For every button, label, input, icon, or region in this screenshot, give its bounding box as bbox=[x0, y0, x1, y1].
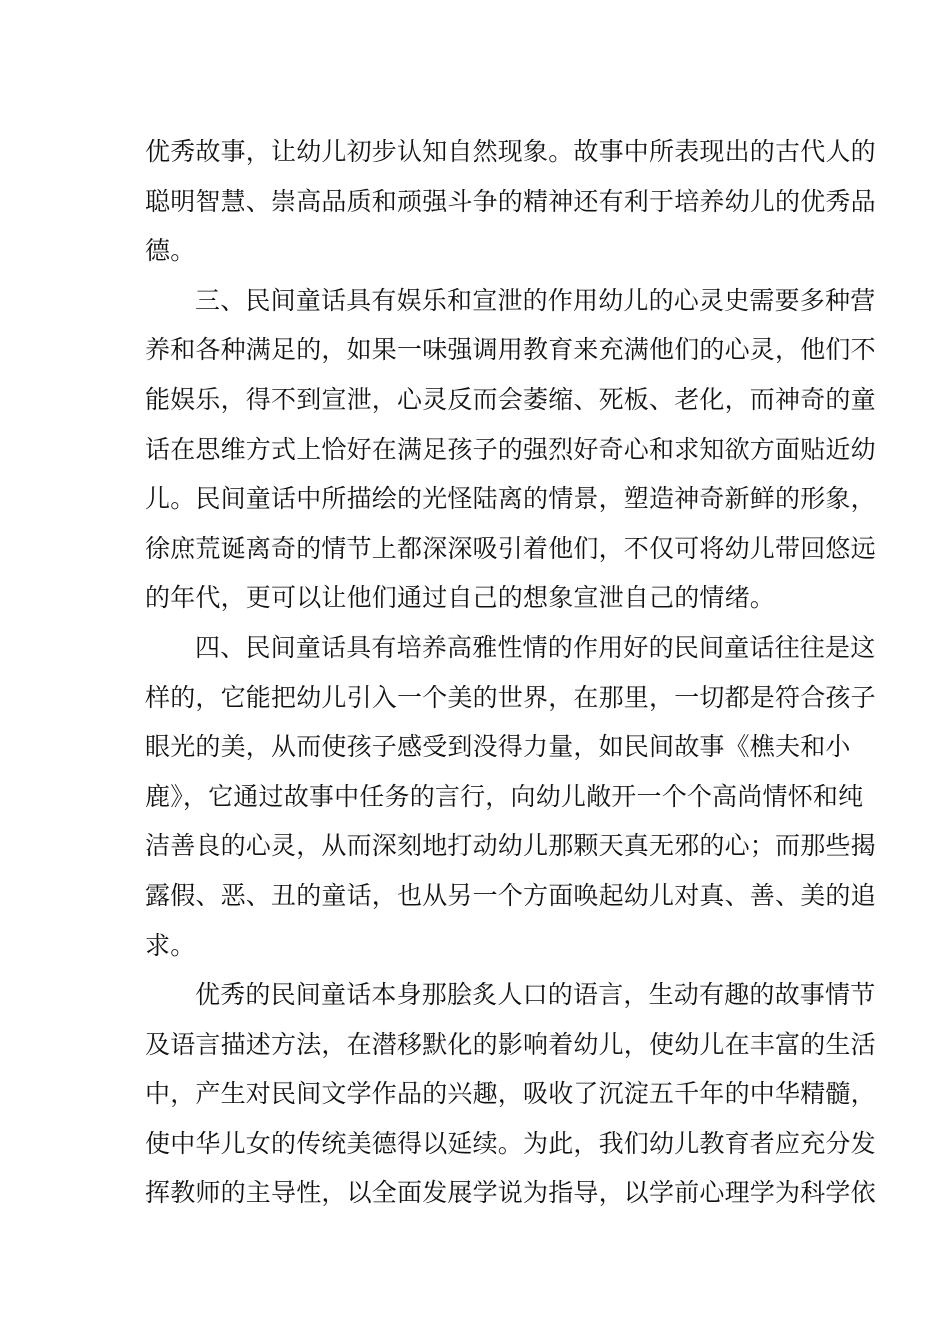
text-line: 样的，它能把幼儿引入一个美的世界，在那里，一切都是符合孩子 bbox=[145, 682, 876, 712]
paragraph-3 bbox=[145, 623, 876, 970]
text-line: 鹿》，它通过故事中任务的言行，向幼儿敞开一个个高尚情怀和纯 bbox=[145, 781, 864, 811]
text-line: 聪明智慧、崇高品质和顽强斗争的精神还有利于培养幼儿的优秀品 bbox=[145, 186, 876, 216]
text-line: 能娱乐，得不到宣泄，心灵反而会萎缩、死板、老化，而神奇的童 bbox=[145, 384, 876, 414]
document-body bbox=[145, 127, 876, 1218]
text-line: 及语言描述方法，在潜移默化的影响着幼儿，使幼儿在丰富的生活 bbox=[145, 1029, 876, 1059]
paragraph-1 bbox=[145, 127, 876, 276]
text-line: 四、民间童话具有培养高雅性情的作用好的民间童话往往是这 bbox=[195, 632, 876, 662]
paragraph-4 bbox=[145, 970, 876, 1218]
text-line: 眼光的美，从而使孩子感受到没得力量，如民间故事《樵夫和小 bbox=[145, 732, 851, 762]
text-line: 中，产生对民间文学作品的兴趣，吸收了沉淀五千年的中华精髓， bbox=[145, 1079, 876, 1109]
text-line: 德。 bbox=[145, 236, 196, 266]
text-line: 求。 bbox=[145, 930, 196, 960]
text-line: 的年代，更可以让他们通过自己的想象宣泄自己的情绪。 bbox=[145, 583, 776, 613]
text-line: 三、民间童话具有娱乐和宣泄的作用幼儿的心灵史需要多种营 bbox=[195, 285, 876, 315]
text-line: 露假、恶、丑的童话，也从另一个方面唤起幼儿对真、善、美的追 bbox=[145, 880, 876, 910]
text-line: 优秀故事，让幼儿初步认知自然现象。故事中所表现出的古代人的 bbox=[145, 137, 876, 166]
text-line: 话在思维方式上恰好在满足孩子的强烈好奇心和求知欲方面贴近幼 bbox=[145, 434, 876, 464]
text-line: 儿。民间童话中所描绘的光怪陆离的情景，塑造神奇新鲜的形象， bbox=[145, 484, 876, 514]
text-line: 挥教师的主导性，以全面发展学说为指导，以学前心理学为科学依 bbox=[145, 1178, 876, 1208]
text-line: 养和各种满足的，如果一味强调用教育来充满他们的心灵，他们不 bbox=[145, 335, 876, 365]
text-line: 徐庶荒诞离奇的情节上都深深吸引着他们，不仅可将幼儿带回悠远 bbox=[145, 533, 876, 563]
text-line: 使中华儿女的传统美德得以延续。为此，我们幼儿教育者应充分发 bbox=[145, 1128, 876, 1158]
text-line: 洁善良的心灵，从而深刻地打动幼儿那颗天真无邪的心；而那些揭 bbox=[145, 831, 876, 861]
paragraph-2 bbox=[145, 276, 876, 623]
text-line: 优秀的民间童话本身那脍炙人口的语言，生动有趣的故事情节 bbox=[195, 980, 876, 1010]
